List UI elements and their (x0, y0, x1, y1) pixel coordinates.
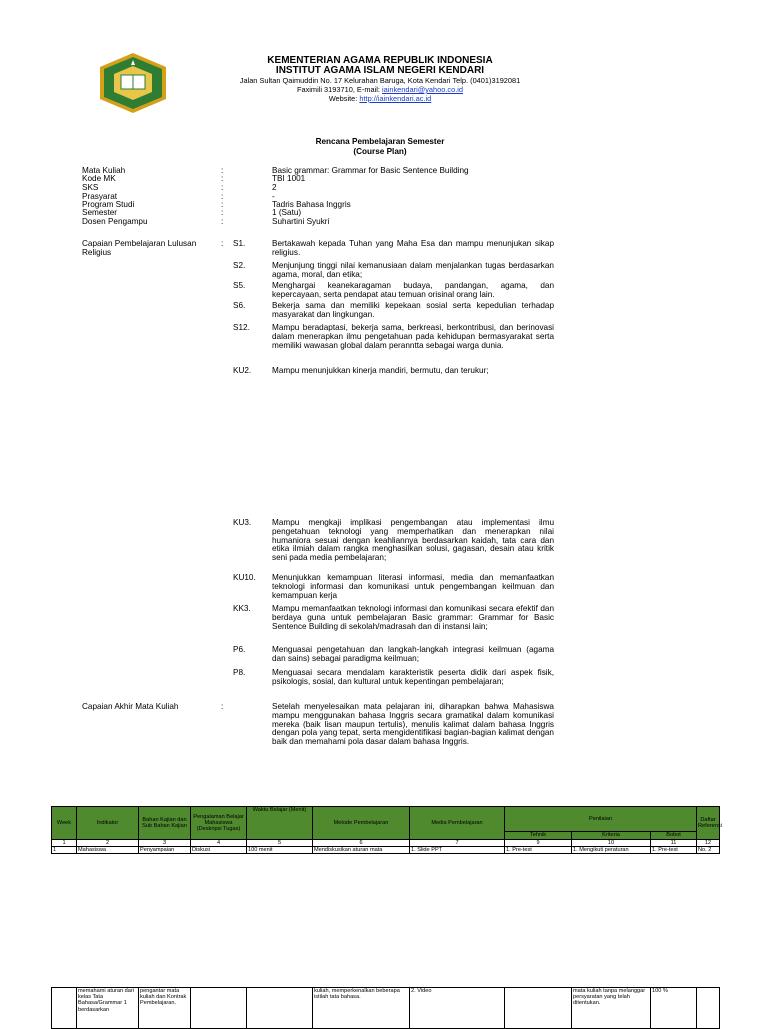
cpl-code: S1. (233, 239, 246, 248)
header-bahan-kajian: Bahan Kajian dan Sub Bahan Kajian (139, 807, 191, 840)
info-colon: : (221, 183, 224, 192)
indikator-cell: Mahasiswa (77, 847, 139, 854)
cpl-description: Menguasai secara mendalam karakteristik peserta didik dari aspek fisik, psikologis, sosial, dan kultural untuk kepentingan pembelajaran; (272, 668, 554, 686)
waktu-cell (247, 988, 313, 1029)
website-link[interactable]: http://iainkendari.ac.id (359, 94, 432, 103)
cpl-description: Menjunjung tinggi nilai kemanusiaan dalam menjalankan tugas berdasarkan agama, moral, dan etika; (272, 261, 554, 279)
bahan-cell: Penyampaian (139, 847, 191, 854)
header-metode: Metode Pembelajaran (313, 807, 410, 840)
capaian-akhir-colon: : (221, 702, 224, 711)
info-value: Tadris Bahasa Inggris (272, 200, 351, 209)
cpl-description: Bekerja sama dan memiliki kepekaan sosial serta kepedulian terhadap masyarakat dan lingkungan. (272, 301, 554, 319)
info-label: Dosen Pengampu (82, 217, 148, 226)
capaian-akhir-label: Capaian Akhir Mata Kuliah (82, 702, 179, 711)
header-kriteria: Kriteria (572, 832, 651, 840)
week-cell: 1 (52, 847, 77, 854)
cpl-code: S5. (233, 281, 246, 290)
cpl-label: Capaian Pembelajaran Lulusan (82, 239, 197, 248)
column-number-row (52, 840, 720, 847)
cpl-description: Mampu mengkaji implikasi pengembangan atau implementasi ilmu pengetahuan teknologi yang memperhatikan dan menerapkan nilai humaniora sesuai dengan keahliannya berdasarkan kaidah, tata cara dan etika ilmiah dalam rangka menghasilkan solusi, gagasan, desain atau kritik seni pada media pembelajaran; (272, 518, 554, 563)
column-number: 12 (697, 840, 720, 847)
cpl-description: Mampu beradaptasi, bekerja sama, berkreasi, berkontribusi, dan berinovasi dalam menerapkan ilmu pengetahuan pada kehidupan bermasyarakat serta memiliki wawasan global dalam peranntta sebagai warga dunia. (272, 323, 554, 350)
kriteria-cell: 1. Mengikuti peraturan (572, 847, 651, 854)
cpl-description: Mampu memanfaatkan teknologi informasi dan komunikasi secara efektif dan berdaya guna untuk pembelajaran Basic grammar: Grammar for Basic Sentence Building di sekolah/madrasah dan di instansi lain; (272, 604, 554, 631)
info-value: 1 (Satu) (272, 208, 302, 217)
info-colon: : (221, 166, 224, 175)
header-indikator: Indikator (77, 807, 139, 840)
address-line: Jalan Sultan Qaimuddin No. 17 Kelurahan Baruga, Kota Kendari Telp. (0401)3192081 (239, 76, 521, 85)
info-colon: : (221, 208, 224, 217)
teknik-cell: 1. Pre-test (505, 847, 572, 854)
table-row (52, 847, 720, 854)
info-label: Kode MK (82, 174, 116, 183)
info-label: Program Studi (82, 200, 135, 209)
column-number: 3 (139, 840, 191, 847)
header-bobot: Bobot (651, 832, 697, 840)
cpl-description: Menguasai pengetahuan dan langkah-langkah integrasi keilmuan (agama dan sains) sebagai paradigma keilmuan; (272, 645, 554, 663)
cpl-code: P8. (233, 668, 246, 677)
course-plan-table (51, 806, 720, 854)
cpl-description: Menunjukkan kemampuan literasi informasi, media dan memanfaatkan teknologi informasi dan komunikasi untuk pengembangan keilmuan dan kemampuan kerja (272, 573, 554, 600)
header-daftar-referensi: Daftar Referensi (697, 807, 720, 840)
cpl-description: Menghargai keanekaragaman budaya, pandangan, agama, dan kepercayaan, serta pendapat atau temuan orisinal orang lain. (272, 281, 554, 299)
bobot-cell: 1. Pre-test (651, 847, 697, 854)
column-number: 9 (505, 840, 572, 847)
info-value: 2 (272, 183, 277, 192)
cpl-code: KK3. (233, 604, 251, 613)
info-value: TBI 1001 (272, 174, 306, 183)
referensi-cell (697, 988, 720, 1029)
cpl-sublabel: Religius (82, 248, 112, 257)
week-cell (52, 988, 77, 1029)
website-line (180, 94, 580, 103)
document-subtitle: (Course Plan) (353, 147, 407, 156)
course-plan-table-continued (51, 987, 720, 1029)
cpl-code: KU3. (233, 518, 252, 527)
info-value: Basic grammar: Grammar for Basic Sentence Building (272, 166, 469, 175)
cpl-code: S6. (233, 301, 246, 310)
media-cell: 1. Slide PPT (410, 847, 505, 854)
cpl-code: S12. (233, 323, 250, 332)
info-label: Mata Kuliah (82, 166, 126, 175)
header-pengalaman-belajar: Pengalaman Belajar Mahasiswa (Deskripsi Tugas) (191, 807, 247, 840)
iain-kendari-logo (94, 52, 172, 114)
bobot-cell: 100 % (651, 988, 697, 1029)
info-value: - (272, 192, 275, 201)
column-number: 6 (313, 840, 410, 847)
info-value: Suhartini Syukri (272, 217, 330, 226)
info-label: Prasyarat (82, 192, 118, 201)
pengalaman-cell (191, 988, 247, 1029)
cpl-code: S2. (233, 261, 246, 270)
media-cell: 2. Video (410, 988, 505, 1029)
metode-cell: Mendiskusikan aturan mata (313, 847, 410, 854)
header-waktu-belajar: Waktu Belajar (Menit) (247, 807, 313, 840)
teknik-cell (505, 988, 572, 1029)
metode-cell: kuliah, memperkenalkan beberapa istilah tata bahasa. (313, 988, 410, 1029)
column-number: 4 (191, 840, 247, 847)
header-teknik: Tehnik (505, 832, 572, 840)
pengalaman-cell: Diskusi (191, 847, 247, 854)
info-colon: : (221, 192, 224, 201)
capaian-akhir-text: Setelah menyelesaikan mata pelajaran ini, diharapkan bahwa Mahasiswa mampu menggunakan bahasa Inggris secara gramatikal dalam komunikasi mereka (baik lisan maupun tertulis), menulis kalimat dalam bahasa Inggris dengan pola yang tepat, serta mengidentifikasi bagian-bagian kalimat dengan baik dan memahami pola dasar dalam bahasa Inggris. (272, 702, 554, 747)
kriteria-cell: mata kuliah tanpa melanggar persyaratan yang telah ditentukan. (572, 988, 651, 1029)
info-colon: : (221, 174, 224, 183)
contact-line (180, 85, 580, 94)
cpl-code: KU2. (233, 366, 252, 375)
info-colon: : (221, 200, 224, 209)
header-media: Media Pembelajaran (410, 807, 505, 840)
column-number: 1 (52, 840, 77, 847)
email-link[interactable]: iainkendari@yahoo.co.id (381, 85, 464, 94)
column-number: 11 (651, 840, 697, 847)
referensi-cell: No. 2 (697, 847, 720, 854)
waktu-cell: 100 menit (247, 847, 313, 854)
header-penilaian: Penilaian (505, 807, 697, 832)
column-number: 2 (77, 840, 139, 847)
header-week: Week (52, 807, 77, 840)
website-label: Website: (328, 94, 360, 103)
cpl-colon: : (221, 239, 224, 248)
ministry-name: KEMENTERIAN AGAMA REPUBLIK INDONESIA (267, 55, 493, 66)
info-label: Semester (82, 208, 118, 217)
table-row (52, 988, 720, 1029)
cpl-description: Mampu menunjukkan kinerja mandiri, bermutu, dan terukur; (272, 366, 489, 375)
info-colon: : (221, 217, 224, 226)
column-number: 5 (247, 840, 313, 847)
cpl-description: Bertakawah kepada Tuhan yang Maha Esa dan mampu menunjukan sikap religius. (272, 239, 554, 257)
institute-name: INSTITUT AGAMA ISLAM NEGERI KENDARI (275, 65, 485, 76)
cpl-code: P6. (233, 645, 246, 654)
bahan-cell: pengantar mata kuliah dan Kontrak Pembelajaran. (139, 988, 191, 1029)
info-label: SKS (82, 183, 99, 192)
indikator-cell: memahami aturan dari kelas Tata Bahasa/Grammar 1 berdasarkan (77, 988, 139, 1029)
fax-text: Faximili 3193710, E-mail: (296, 85, 382, 94)
column-number: 10 (572, 840, 651, 847)
cpl-code: KU10. (233, 573, 256, 582)
document-title: Rencana Pembelajaran Semester (315, 137, 445, 146)
column-number: 7 (410, 840, 505, 847)
